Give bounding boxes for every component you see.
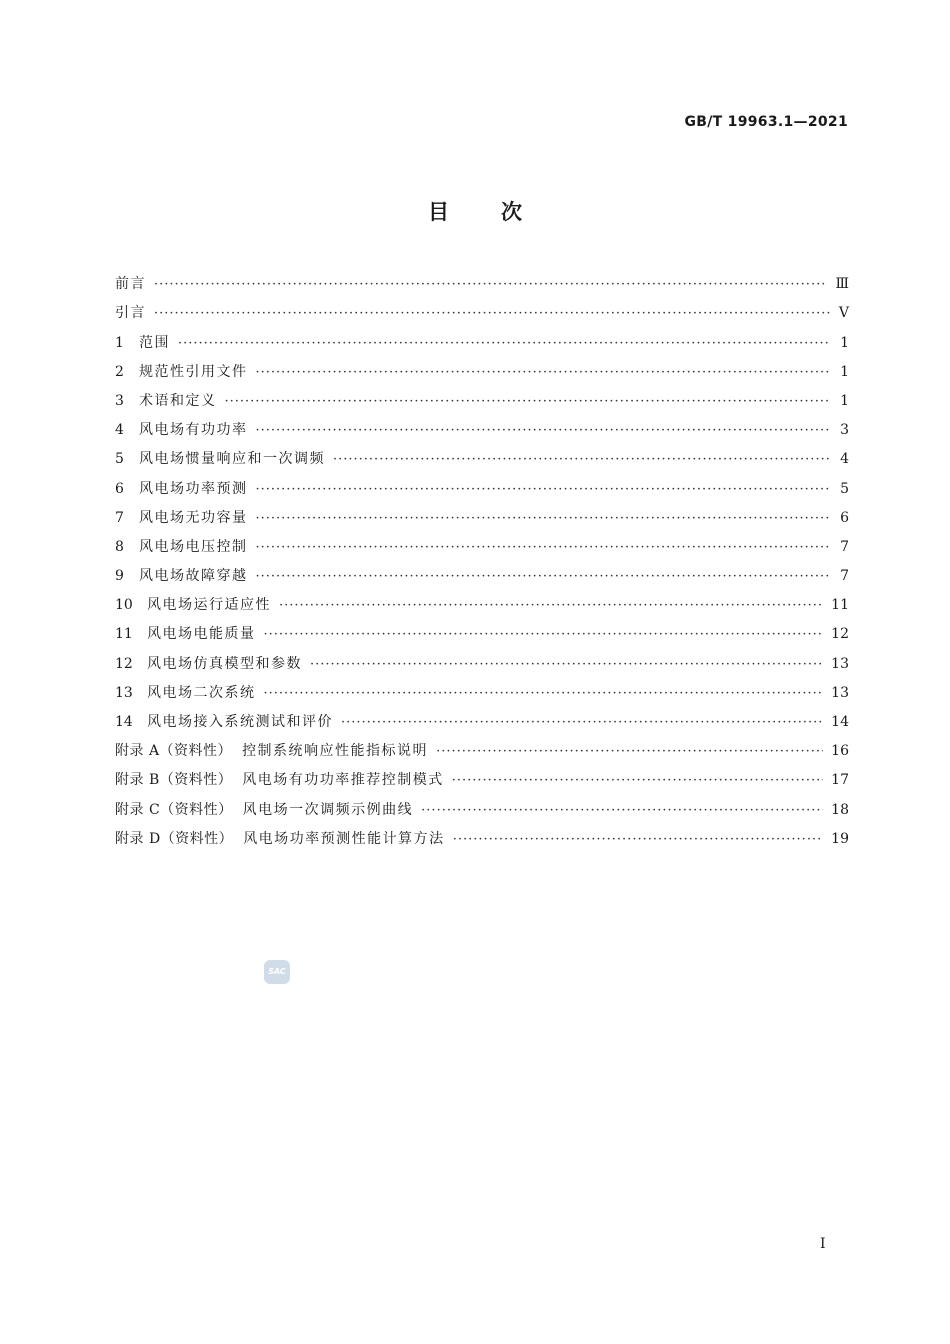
toc-entry-number: 4 bbox=[115, 422, 124, 439]
toc-entry-number: 7 bbox=[115, 509, 124, 526]
toc-entry-page: 19 bbox=[831, 830, 849, 847]
toc-entry-page: 17 bbox=[831, 772, 849, 789]
toc-entry-number: 9 bbox=[115, 568, 124, 585]
toc-leader-dots bbox=[436, 737, 823, 766]
toc-entry-page: 1 bbox=[840, 334, 849, 351]
toc-entry-label: 控制系统响应性能指标说明 bbox=[242, 743, 429, 760]
toc-entry-page: Ⅲ bbox=[835, 276, 849, 293]
toc-entry-label: 风电场无功容量 bbox=[139, 509, 248, 526]
toc-leader-dots bbox=[279, 591, 823, 620]
toc-entry-label: 风电场功率预测 bbox=[139, 480, 248, 497]
toc-entry-clause-5[interactable] bbox=[115, 445, 849, 474]
toc-entry-page: 1 bbox=[840, 392, 849, 409]
toc-entry-annex-a[interactable] bbox=[115, 737, 849, 766]
toc-entry-page: 14 bbox=[831, 714, 849, 730]
toc-entry-label: 风电场惯量响应和一次调频 bbox=[139, 451, 325, 468]
toc-leader-dots bbox=[264, 620, 824, 649]
toc-annex-tag: 附录 D（资料性） bbox=[115, 830, 234, 847]
toc-entry-label: 前言 bbox=[115, 276, 146, 293]
toc-leader-dots bbox=[256, 562, 832, 591]
toc-entry-label: 风电场运行适应性 bbox=[147, 597, 271, 614]
toc-entry-number: 8 bbox=[115, 538, 124, 555]
toc-entry-clause-10[interactable] bbox=[115, 591, 849, 620]
toc-leader-dots bbox=[256, 416, 832, 445]
toc-entry-clause-1[interactable] bbox=[115, 328, 849, 357]
toc-leader-dots bbox=[264, 679, 824, 708]
toc-leader-dots bbox=[178, 329, 831, 358]
toc-entry-label: 风电场电压控制 bbox=[139, 538, 248, 555]
toc-entry-page: 5 bbox=[840, 480, 849, 497]
toc-entry-page: 3 bbox=[840, 422, 849, 439]
toc-entry-page: 6 bbox=[840, 509, 849, 526]
toc-entry-page: 13 bbox=[831, 655, 849, 672]
toc-entry-clause-14[interactable] bbox=[115, 708, 849, 737]
toc-entry-page: 11 bbox=[831, 597, 849, 614]
toc-annex-tag: 附录 B（资料性） bbox=[115, 772, 233, 789]
toc-entry-clause-2[interactable] bbox=[115, 358, 849, 387]
toc-entry-clause-13[interactable] bbox=[115, 679, 849, 708]
toc-entry-page: 1 bbox=[840, 363, 849, 380]
toc-leader-dots bbox=[256, 504, 832, 533]
toc-leader-dots bbox=[310, 650, 823, 679]
toc-entry-label: 范围 bbox=[139, 334, 170, 351]
toc-entry-label: 风电场接入系统测试和评价 bbox=[147, 714, 333, 730]
toc-entry-label: 引言 bbox=[115, 305, 146, 322]
toc-entry-clause-9[interactable] bbox=[115, 562, 849, 591]
toc-entry-number: 10 bbox=[115, 597, 133, 614]
toc-entry-foreword[interactable] bbox=[115, 270, 849, 299]
page-number: I bbox=[820, 1236, 826, 1252]
page-title: 目次 bbox=[428, 200, 574, 224]
toc-entry-page: 7 bbox=[840, 568, 849, 585]
toc-entry-label: 风电场故障穿越 bbox=[139, 568, 248, 585]
standard-code: GB/T 19963.1—2021 bbox=[684, 114, 848, 130]
toc-entry-number: 3 bbox=[115, 392, 124, 409]
toc-entry-annex-c[interactable] bbox=[115, 795, 849, 824]
toc-leader-dots bbox=[421, 796, 823, 825]
toc-entry-label: 风电场有功功率 bbox=[139, 422, 248, 439]
toc-entry-clause-12[interactable] bbox=[115, 649, 849, 678]
toc-leader-dots bbox=[256, 533, 832, 562]
toc-entry-label: 风电场电能质量 bbox=[147, 626, 256, 643]
table-of-contents bbox=[115, 270, 849, 854]
toc-entry-clause-11[interactable] bbox=[115, 620, 849, 649]
toc-entry-page: Ⅴ bbox=[838, 305, 849, 322]
toc-entry-annex-b[interactable] bbox=[115, 766, 849, 795]
toc-entry-page: 4 bbox=[840, 451, 849, 468]
toc-entry-number: 13 bbox=[115, 684, 133, 701]
toc-entry-clause-7[interactable] bbox=[115, 504, 849, 533]
sac-logo-icon: SAC bbox=[264, 960, 290, 984]
toc-entry-label: 风电场一次调频示例曲线 bbox=[242, 801, 414, 818]
toc-leader-dots bbox=[333, 445, 831, 474]
toc-entry-number: 1 bbox=[115, 334, 124, 351]
toc-leader-dots bbox=[154, 270, 827, 299]
toc-entry-number: 2 bbox=[115, 363, 124, 380]
toc-entry-number: 12 bbox=[115, 655, 133, 672]
toc-entry-label: 术语和定义 bbox=[139, 392, 217, 409]
toc-entry-clause-6[interactable] bbox=[115, 474, 849, 503]
toc-entry-page: 12 bbox=[831, 626, 849, 643]
toc-entry-number: 6 bbox=[115, 480, 124, 497]
toc-entry-number: 11 bbox=[115, 626, 133, 643]
toc-leader-dots bbox=[453, 825, 823, 854]
toc-annex-tag: 附录 C（资料性） bbox=[115, 801, 233, 818]
toc-entry-page: 13 bbox=[831, 684, 849, 701]
toc-leader-dots bbox=[225, 387, 832, 416]
toc-leader-dots bbox=[256, 358, 832, 387]
toc-entry-label: 风电场有功功率推荐控制模式 bbox=[242, 772, 444, 789]
toc-entry-page: 16 bbox=[831, 743, 849, 760]
toc-entry-clause-4[interactable] bbox=[115, 416, 849, 445]
toc-entry-label: 规范性引用文件 bbox=[139, 363, 248, 380]
toc-entry-number: 14 bbox=[115, 714, 133, 730]
toc-entry-label: 风电场二次系统 bbox=[147, 684, 256, 701]
toc-entry-introduction[interactable] bbox=[115, 299, 849, 328]
toc-leader-dots bbox=[154, 299, 831, 328]
toc-leader-dots bbox=[256, 475, 832, 504]
toc-leader-dots bbox=[452, 766, 823, 795]
toc-entry-page: 7 bbox=[840, 538, 849, 555]
toc-entry-page: 18 bbox=[831, 801, 849, 818]
toc-annex-tag: 附录 A（资料性） bbox=[115, 743, 233, 760]
toc-entry-annex-d[interactable] bbox=[115, 825, 849, 854]
toc-leader-dots bbox=[341, 708, 823, 737]
toc-entry-clause-8[interactable] bbox=[115, 533, 849, 562]
toc-entry-label: 风电场仿真模型和参数 bbox=[147, 655, 302, 672]
toc-entry-label: 风电场功率预测性能计算方法 bbox=[243, 830, 445, 847]
toc-entry-number: 5 bbox=[115, 451, 124, 468]
toc-entry-clause-3[interactable] bbox=[115, 387, 849, 416]
